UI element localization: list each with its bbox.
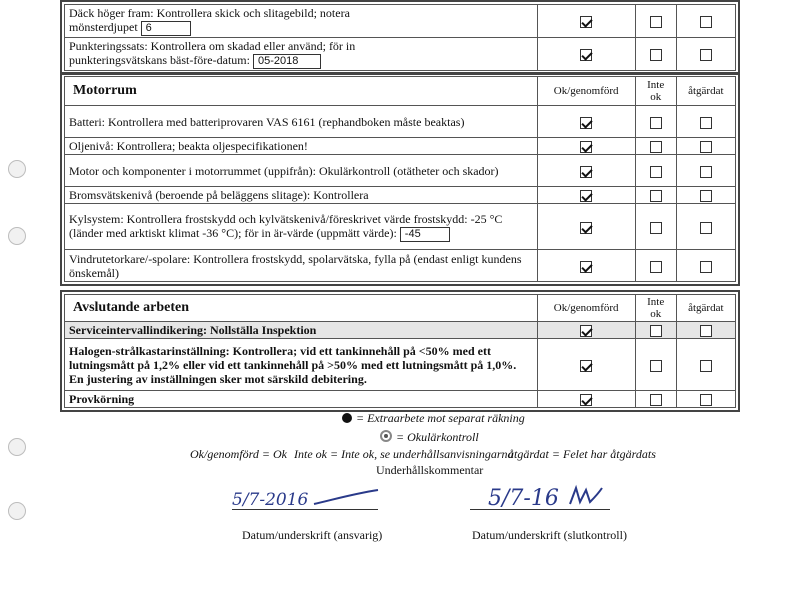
row-text-line: (uppmätt värde): [316, 225, 397, 240]
row-text: Bromsvätskenivå (beroende på beläggens slitage): Kontrollera [65, 187, 538, 204]
punch-hole [8, 227, 26, 245]
ok-checkbox[interactable] [580, 141, 592, 153]
table-row [65, 155, 736, 187]
avslutande-section [60, 290, 740, 412]
row-text: Provkörning [65, 391, 538, 408]
table-row [65, 204, 736, 250]
atgardat-checkbox[interactable] [700, 141, 712, 153]
row-text: Oljenivå: Kontrollera; beakta oljespecifikationen! [65, 138, 538, 155]
atgardat-checkbox[interactable] [700, 261, 712, 273]
legend-ok-def: Ok/genomförd = Ok [190, 447, 287, 461]
tread-depth-field[interactable]: 6 [141, 21, 191, 36]
atgardat-checkbox[interactable] [700, 16, 712, 28]
atgardat-checkbox[interactable] [700, 190, 712, 202]
table-row [65, 5, 736, 38]
col-atgardat-header: åtgärdat [676, 77, 735, 106]
col-ok-header: Ok/genomförd [537, 77, 635, 106]
ok-checkbox[interactable] [580, 261, 592, 273]
col-ok-header: Ok/genomförd [537, 295, 635, 322]
right-signature-date: 5/7-16 [488, 486, 559, 511]
solid-dot-icon [342, 413, 352, 423]
table-row [65, 339, 736, 391]
col-header-line: ok [650, 91, 662, 103]
atgardat-checkbox[interactable] [700, 394, 712, 406]
tyre-section [60, 0, 740, 75]
best-before-field[interactable]: 05-2018 [253, 54, 321, 69]
inte-ok-checkbox[interactable] [650, 190, 662, 202]
legend-okular-text: = Okulärkontroll [396, 430, 479, 444]
atgardat-checkbox[interactable] [700, 360, 712, 372]
eye-dot-icon [380, 430, 392, 442]
row-text [65, 38, 538, 71]
table-row [65, 187, 736, 204]
inte-ok-checkbox[interactable] [650, 394, 662, 406]
ok-checkbox[interactable] [580, 49, 592, 61]
col-header-line: ok [650, 308, 662, 320]
motorrum-section [60, 72, 740, 286]
row-text-line: mönsterdjupet [69, 20, 138, 34]
right-signature-mark [566, 484, 606, 510]
left-signature-label: Datum/underskrift (ansvarig) [242, 528, 383, 542]
ok-checkbox[interactable] [580, 394, 592, 406]
inte-ok-checkbox[interactable] [650, 261, 662, 273]
left-signature-date: 5/7-2016 [232, 490, 309, 510]
ok-checkbox[interactable] [580, 325, 592, 337]
legend-okular [380, 430, 479, 445]
section-title: Motorrum [65, 77, 538, 106]
col-header-line: Inte [647, 296, 665, 308]
row-text: Motor och komponenter i motorrummet (uppifrån): Okulärkontroll (otätheter och skador) [65, 155, 538, 187]
ok-checkbox[interactable] [580, 16, 592, 28]
legend-atg-def: åtgärdat = Felet har åtgärdats [508, 447, 656, 461]
binder-holes [8, 0, 28, 600]
left-signature-stroke [312, 486, 382, 508]
ok-checkbox[interactable] [580, 190, 592, 202]
ok-checkbox[interactable] [580, 222, 592, 234]
right-signature-line [470, 509, 610, 510]
left-signature-line [232, 509, 378, 510]
ok-checkbox[interactable] [580, 360, 592, 372]
punch-hole [8, 160, 26, 178]
inte-ok-checkbox[interactable] [650, 49, 662, 61]
atgardat-checkbox[interactable] [700, 325, 712, 337]
atgardat-checkbox[interactable] [700, 166, 712, 178]
table-row [65, 250, 736, 282]
row-text-line: punkteringsvätskans bäst-före-datum: [69, 53, 250, 67]
inte-ok-checkbox[interactable] [650, 360, 662, 372]
row-text: Serviceintervallindikering: Nollställa Inspektion [65, 322, 538, 339]
table-row [65, 322, 736, 339]
table-row [65, 391, 736, 408]
atgardat-checkbox[interactable] [700, 222, 712, 234]
row-text: Batteri: Kontrollera med batteriprovaren VAS 6161 (rephandboken måste beaktas) [65, 106, 538, 138]
ok-checkbox[interactable] [580, 166, 592, 178]
row-text: Vindrutetorkare/-spolare: Kontrollera frostskydd, spolarvätska, fylla på (endast enligt kundens önskemål) [65, 250, 538, 282]
legend-extra-text: = Extraarbete mot separat räkning [356, 411, 525, 425]
inte-ok-checkbox[interactable] [650, 16, 662, 28]
inte-ok-checkbox[interactable] [650, 325, 662, 337]
frost-value-field[interactable]: -45 [400, 227, 450, 242]
inte-ok-checkbox[interactable] [650, 222, 662, 234]
section-header [65, 77, 736, 106]
section-title: Avslutande arbeten [65, 295, 538, 322]
col-header-line: Inte [647, 79, 665, 91]
table-row [65, 38, 736, 71]
col-atgardat-header: åtgärdat [676, 295, 735, 322]
punch-hole [8, 438, 26, 456]
row-text-line: Kylsystem: Kontrollera frostskydd och kylvätskenivå/föreskrivet värde frostskydd: -25 °C (länder med arktiskt klimat -36 °C); för in är-värde [69, 211, 503, 240]
maintenance-comment-label: Underhållskommentar [376, 463, 484, 477]
punch-hole [8, 502, 26, 520]
col-inte-ok-header [635, 77, 676, 106]
inte-ok-checkbox[interactable] [650, 141, 662, 153]
row-text [65, 204, 538, 250]
col-inte-ok-header [635, 295, 676, 322]
table-row [65, 106, 736, 138]
right-signature-label: Datum/underskrift (slutkontroll) [472, 528, 627, 542]
row-text-line: Punkteringssats: Kontrollera om skadad eller använd; för in [69, 39, 356, 53]
section-header [65, 295, 736, 322]
inte-ok-checkbox[interactable] [650, 117, 662, 129]
row-text: Halogen-strålkastarinställning: Kontrollera; vid ett tankinnehåll på <50% med ett lutningsmått på 1,2% eller vid ett tankinnehåll på >50% med ett lutningsmått på 1,0%. En justering av inställningen sker mot särskild debitering. [65, 339, 538, 391]
legend-inte-def: Inte ok = Inte ok, se underhållsanvisningarna [294, 447, 514, 461]
inte-ok-checkbox[interactable] [650, 166, 662, 178]
ok-checkbox[interactable] [580, 117, 592, 129]
table-row [65, 138, 736, 155]
atgardat-checkbox[interactable] [700, 49, 712, 61]
legend-extra [342, 411, 525, 426]
atgardat-checkbox[interactable] [700, 117, 712, 129]
row-text [65, 5, 538, 38]
row-text-line: Däck höger fram: Kontrollera skick och slitagebild; notera [69, 6, 350, 20]
